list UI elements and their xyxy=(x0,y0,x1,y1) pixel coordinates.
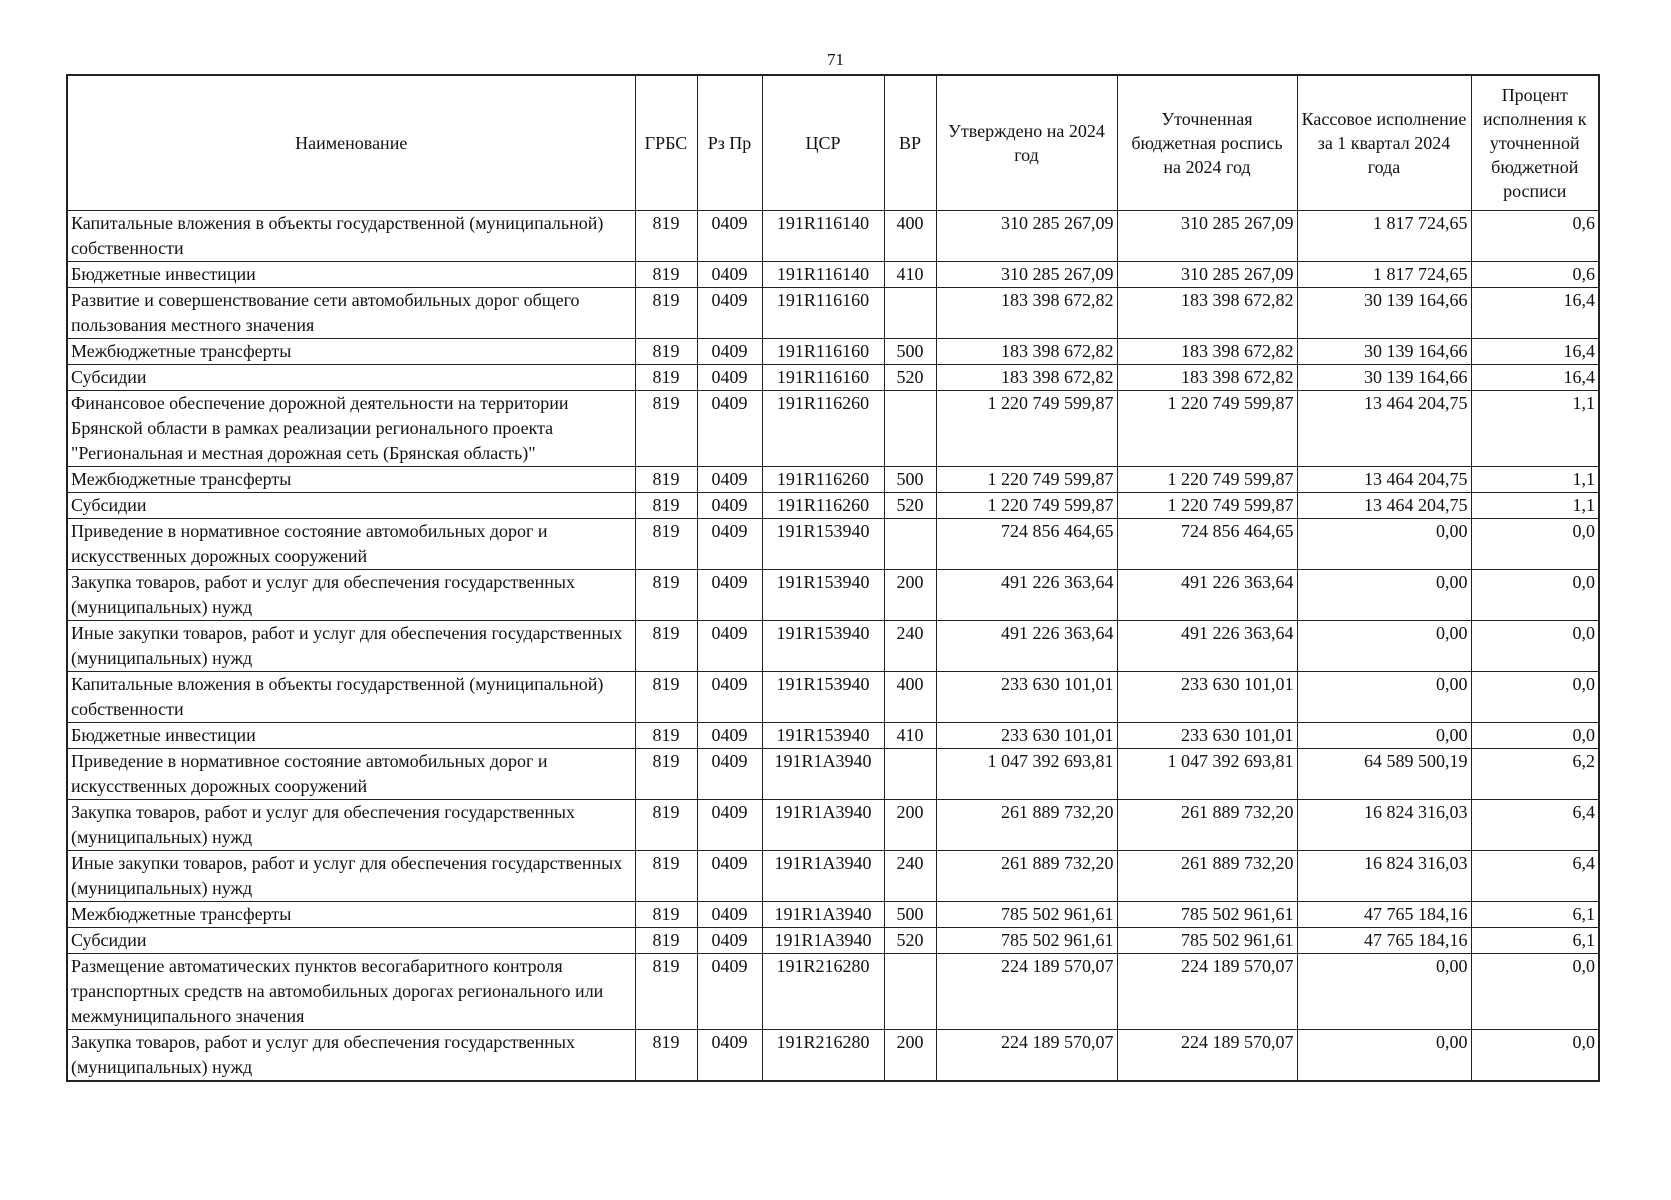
cell-percent: 0,0 xyxy=(1471,672,1599,723)
cell-rzpr: 0409 xyxy=(697,365,762,391)
cell-vr xyxy=(884,288,936,339)
cell-grbs: 819 xyxy=(635,262,697,288)
cell-percent: 6,1 xyxy=(1471,928,1599,954)
cell-grbs: 819 xyxy=(635,851,697,902)
header-cash: Кассовое исполнение за 1 квартал 2024 года xyxy=(1297,75,1471,211)
cell-approved: 224 189 570,07 xyxy=(936,954,1117,1030)
cell-percent: 6,2 xyxy=(1471,749,1599,800)
cell-cash: 0,00 xyxy=(1297,519,1471,570)
cell-grbs: 819 xyxy=(635,749,697,800)
cell-grbs: 819 xyxy=(635,365,697,391)
table-row xyxy=(67,800,1599,851)
cell-vr: 240 xyxy=(884,851,936,902)
cell-name: Размещение автоматических пунктов весогабаритного контроля транспортных средств на автомобильных дорогах регионального или межмуниципального значения xyxy=(67,954,635,1030)
table-row xyxy=(67,570,1599,621)
cell-refined: 183 398 672,82 xyxy=(1117,288,1297,339)
cell-grbs: 819 xyxy=(635,723,697,749)
cell-vr: 200 xyxy=(884,800,936,851)
cell-name: Иные закупки товаров, работ и услуг для обеспечения государственных (муниципальных) нужд xyxy=(67,621,635,672)
cell-name: Закупка товаров, работ и услуг для обеспечения государственных (муниципальных) нужд xyxy=(67,1030,635,1082)
cell-refined: 224 189 570,07 xyxy=(1117,1030,1297,1082)
cell-csr: 191R216280 xyxy=(762,1030,884,1082)
cell-csr: 191R116140 xyxy=(762,262,884,288)
cell-cash: 0,00 xyxy=(1297,672,1471,723)
cell-vr: 410 xyxy=(884,723,936,749)
table-row xyxy=(67,262,1599,288)
cell-approved: 183 398 672,82 xyxy=(936,288,1117,339)
cell-percent: 0,6 xyxy=(1471,262,1599,288)
cell-vr: 500 xyxy=(884,339,936,365)
cell-cash: 47 765 184,16 xyxy=(1297,928,1471,954)
cell-csr: 191R116160 xyxy=(762,365,884,391)
cell-csr: 191R153940 xyxy=(762,570,884,621)
table-row xyxy=(67,621,1599,672)
table-row xyxy=(67,391,1599,467)
cell-cash: 64 589 500,19 xyxy=(1297,749,1471,800)
cell-name: Субсидии xyxy=(67,928,635,954)
header-percent: Процент исполнения к уточненной бюджетной росписи xyxy=(1471,75,1599,211)
cell-percent: 0,0 xyxy=(1471,519,1599,570)
cell-rzpr: 0409 xyxy=(697,211,762,262)
header-vr: ВР xyxy=(884,75,936,211)
table-row xyxy=(67,672,1599,723)
cell-approved: 1 220 749 599,87 xyxy=(936,493,1117,519)
header-rzpr: Рз Пр xyxy=(697,75,762,211)
table-row xyxy=(67,519,1599,570)
table-row xyxy=(67,288,1599,339)
cell-approved: 491 226 363,64 xyxy=(936,621,1117,672)
cell-approved: 310 285 267,09 xyxy=(936,262,1117,288)
cell-rzpr: 0409 xyxy=(697,902,762,928)
cell-approved: 233 630 101,01 xyxy=(936,672,1117,723)
cell-percent: 0,0 xyxy=(1471,723,1599,749)
cell-vr xyxy=(884,749,936,800)
cell-csr: 191R1A3940 xyxy=(762,928,884,954)
cell-csr: 191R116140 xyxy=(762,211,884,262)
cell-cash: 16 824 316,03 xyxy=(1297,800,1471,851)
cell-csr: 191R153940 xyxy=(762,723,884,749)
cell-percent: 0,0 xyxy=(1471,954,1599,1030)
cell-vr xyxy=(884,954,936,1030)
cell-vr: 240 xyxy=(884,621,936,672)
cell-name: Межбюджетные трансферты xyxy=(67,467,635,493)
cell-name: Приведение в нормативное состояние автомобильных дорог и искусственных дорожных сооружений xyxy=(67,519,635,570)
cell-rzpr: 0409 xyxy=(697,749,762,800)
cell-refined: 785 502 961,61 xyxy=(1117,902,1297,928)
cell-refined: 1 220 749 599,87 xyxy=(1117,467,1297,493)
header-grbs: ГРБС xyxy=(635,75,697,211)
cell-vr: 400 xyxy=(884,211,936,262)
cell-name: Закупка товаров, работ и услуг для обеспечения государственных (муниципальных) нужд xyxy=(67,570,635,621)
cell-percent: 6,4 xyxy=(1471,851,1599,902)
cell-name: Финансовое обеспечение дорожной деятельности на территории Брянской области в рамках реализации регионального проекта "Региональная и местная дорожная сеть (Брянская область)" xyxy=(67,391,635,467)
cell-grbs: 819 xyxy=(635,467,697,493)
cell-rzpr: 0409 xyxy=(697,1030,762,1082)
cell-percent: 0,0 xyxy=(1471,570,1599,621)
cell-vr xyxy=(884,519,936,570)
cell-grbs: 819 xyxy=(635,211,697,262)
cell-grbs: 819 xyxy=(635,288,697,339)
cell-cash: 13 464 204,75 xyxy=(1297,391,1471,467)
cell-rzpr: 0409 xyxy=(697,851,762,902)
cell-percent: 0,0 xyxy=(1471,621,1599,672)
cell-vr: 520 xyxy=(884,493,936,519)
cell-approved: 183 398 672,82 xyxy=(936,339,1117,365)
cell-grbs: 819 xyxy=(635,672,697,723)
cell-cash: 0,00 xyxy=(1297,621,1471,672)
cell-name: Субсидии xyxy=(67,365,635,391)
cell-grbs: 819 xyxy=(635,1030,697,1082)
cell-refined: 233 630 101,01 xyxy=(1117,723,1297,749)
header-name: Наименование xyxy=(67,75,635,211)
cell-name: Иные закупки товаров, работ и услуг для обеспечения государственных (муниципальных) нужд xyxy=(67,851,635,902)
table-row xyxy=(67,467,1599,493)
cell-approved: 261 889 732,20 xyxy=(936,800,1117,851)
cell-grbs: 819 xyxy=(635,339,697,365)
cell-csr: 191R116260 xyxy=(762,391,884,467)
cell-refined: 261 889 732,20 xyxy=(1117,800,1297,851)
cell-vr: 520 xyxy=(884,365,936,391)
cell-vr: 400 xyxy=(884,672,936,723)
cell-csr: 191R1A3940 xyxy=(762,749,884,800)
cell-approved: 224 189 570,07 xyxy=(936,1030,1117,1082)
table-row xyxy=(67,749,1599,800)
cell-rzpr: 0409 xyxy=(697,288,762,339)
cell-refined: 724 856 464,65 xyxy=(1117,519,1297,570)
cell-vr xyxy=(884,391,936,467)
cell-vr: 500 xyxy=(884,467,936,493)
cell-percent: 0,6 xyxy=(1471,211,1599,262)
cell-name: Приведение в нормативное состояние автомобильных дорог и искусственных дорожных сооружений xyxy=(67,749,635,800)
cell-csr: 191R153940 xyxy=(762,519,884,570)
cell-approved: 1 047 392 693,81 xyxy=(936,749,1117,800)
budget-table xyxy=(66,74,1600,1082)
cell-grbs: 819 xyxy=(635,954,697,1030)
cell-refined: 233 630 101,01 xyxy=(1117,672,1297,723)
cell-cash: 0,00 xyxy=(1297,570,1471,621)
cell-csr: 191R153940 xyxy=(762,621,884,672)
cell-refined: 183 398 672,82 xyxy=(1117,365,1297,391)
cell-csr: 191R116260 xyxy=(762,467,884,493)
cell-vr: 500 xyxy=(884,902,936,928)
cell-csr: 191R1A3940 xyxy=(762,902,884,928)
cell-cash: 13 464 204,75 xyxy=(1297,493,1471,519)
cell-percent: 16,4 xyxy=(1471,365,1599,391)
cell-refined: 1 047 392 693,81 xyxy=(1117,749,1297,800)
cell-name: Межбюджетные трансферты xyxy=(67,902,635,928)
cell-refined: 491 226 363,64 xyxy=(1117,570,1297,621)
cell-cash: 30 139 164,66 xyxy=(1297,288,1471,339)
cell-cash: 30 139 164,66 xyxy=(1297,365,1471,391)
cell-rzpr: 0409 xyxy=(697,570,762,621)
cell-rzpr: 0409 xyxy=(697,800,762,851)
cell-cash: 1 817 724,65 xyxy=(1297,262,1471,288)
cell-name: Бюджетные инвестиции xyxy=(67,723,635,749)
cell-rzpr: 0409 xyxy=(697,493,762,519)
cell-cash: 30 139 164,66 xyxy=(1297,339,1471,365)
cell-rzpr: 0409 xyxy=(697,339,762,365)
table-row xyxy=(67,954,1599,1030)
cell-rzpr: 0409 xyxy=(697,723,762,749)
cell-rzpr: 0409 xyxy=(697,928,762,954)
cell-percent: 6,4 xyxy=(1471,800,1599,851)
cell-percent: 16,4 xyxy=(1471,339,1599,365)
cell-rzpr: 0409 xyxy=(697,672,762,723)
cell-approved: 724 856 464,65 xyxy=(936,519,1117,570)
table-header-row xyxy=(67,75,1599,211)
cell-grbs: 819 xyxy=(635,800,697,851)
cell-name: Субсидии xyxy=(67,493,635,519)
cell-name: Закупка товаров, работ и услуг для обеспечения государственных (муниципальных) нужд xyxy=(67,800,635,851)
cell-approved: 233 630 101,01 xyxy=(936,723,1117,749)
cell-approved: 261 889 732,20 xyxy=(936,851,1117,902)
cell-cash: 0,00 xyxy=(1297,954,1471,1030)
cell-vr: 410 xyxy=(884,262,936,288)
header-approved: Утверждено на 2024 год xyxy=(936,75,1117,211)
cell-cash: 1 817 724,65 xyxy=(1297,211,1471,262)
table-row xyxy=(67,902,1599,928)
table-row xyxy=(67,723,1599,749)
cell-refined: 785 502 961,61 xyxy=(1117,928,1297,954)
cell-refined: 1 220 749 599,87 xyxy=(1117,391,1297,467)
table-row xyxy=(67,339,1599,365)
cell-rzpr: 0409 xyxy=(697,621,762,672)
cell-approved: 310 285 267,09 xyxy=(936,211,1117,262)
table-body xyxy=(67,211,1599,1082)
cell-cash: 0,00 xyxy=(1297,1030,1471,1082)
cell-rzpr: 0409 xyxy=(697,954,762,1030)
cell-refined: 183 398 672,82 xyxy=(1117,339,1297,365)
cell-percent: 1,1 xyxy=(1471,493,1599,519)
cell-name: Бюджетные инвестиции xyxy=(67,262,635,288)
cell-csr: 191R116160 xyxy=(762,288,884,339)
cell-cash: 13 464 204,75 xyxy=(1297,467,1471,493)
cell-refined: 310 285 267,09 xyxy=(1117,262,1297,288)
cell-name: Капитальные вложения в объекты государственной (муниципальной) собственности xyxy=(67,672,635,723)
cell-percent: 1,1 xyxy=(1471,467,1599,493)
cell-percent: 1,1 xyxy=(1471,391,1599,467)
cell-csr: 191R116260 xyxy=(762,493,884,519)
cell-approved: 183 398 672,82 xyxy=(936,365,1117,391)
cell-approved: 491 226 363,64 xyxy=(936,570,1117,621)
cell-name: Капитальные вложения в объекты государственной (муниципальной) собственности xyxy=(67,211,635,262)
cell-csr: 191R116160 xyxy=(762,339,884,365)
cell-rzpr: 0409 xyxy=(697,467,762,493)
header-refined: Уточненная бюджетная роспись на 2024 год xyxy=(1117,75,1297,211)
cell-approved: 1 220 749 599,87 xyxy=(936,467,1117,493)
page-number: 71 xyxy=(827,50,844,69)
cell-grbs: 819 xyxy=(635,493,697,519)
cell-csr: 191R1A3940 xyxy=(762,800,884,851)
cell-name: Межбюджетные трансферты xyxy=(67,339,635,365)
cell-csr: 191R216280 xyxy=(762,954,884,1030)
cell-rzpr: 0409 xyxy=(697,519,762,570)
cell-refined: 224 189 570,07 xyxy=(1117,954,1297,1030)
cell-csr: 191R153940 xyxy=(762,672,884,723)
cell-refined: 1 220 749 599,87 xyxy=(1117,493,1297,519)
cell-vr: 520 xyxy=(884,928,936,954)
cell-grbs: 819 xyxy=(635,570,697,621)
cell-refined: 310 285 267,09 xyxy=(1117,211,1297,262)
cell-percent: 6,1 xyxy=(1471,902,1599,928)
cell-cash: 47 765 184,16 xyxy=(1297,902,1471,928)
table-row xyxy=(67,928,1599,954)
cell-name: Развитие и совершенствование сети автомобильных дорог общего пользования местного значения xyxy=(67,288,635,339)
cell-approved: 785 502 961,61 xyxy=(936,928,1117,954)
cell-percent: 16,4 xyxy=(1471,288,1599,339)
cell-refined: 491 226 363,64 xyxy=(1117,621,1297,672)
cell-csr: 191R1A3940 xyxy=(762,851,884,902)
table-row xyxy=(67,851,1599,902)
cell-vr: 200 xyxy=(884,1030,936,1082)
cell-grbs: 819 xyxy=(635,519,697,570)
cell-vr: 200 xyxy=(884,570,936,621)
table-row xyxy=(67,493,1599,519)
table-row xyxy=(67,1030,1599,1082)
cell-grbs: 819 xyxy=(635,391,697,467)
cell-grbs: 819 xyxy=(635,902,697,928)
cell-cash: 0,00 xyxy=(1297,723,1471,749)
cell-refined: 261 889 732,20 xyxy=(1117,851,1297,902)
cell-percent: 0,0 xyxy=(1471,1030,1599,1082)
table-row xyxy=(67,211,1599,262)
table-row xyxy=(67,365,1599,391)
cell-approved: 785 502 961,61 xyxy=(936,902,1117,928)
cell-rzpr: 0409 xyxy=(697,262,762,288)
header-csr: ЦСР xyxy=(762,75,884,211)
cell-rzpr: 0409 xyxy=(697,391,762,467)
cell-approved: 1 220 749 599,87 xyxy=(936,391,1117,467)
cell-grbs: 819 xyxy=(635,928,697,954)
cell-cash: 16 824 316,03 xyxy=(1297,851,1471,902)
cell-grbs: 819 xyxy=(635,621,697,672)
